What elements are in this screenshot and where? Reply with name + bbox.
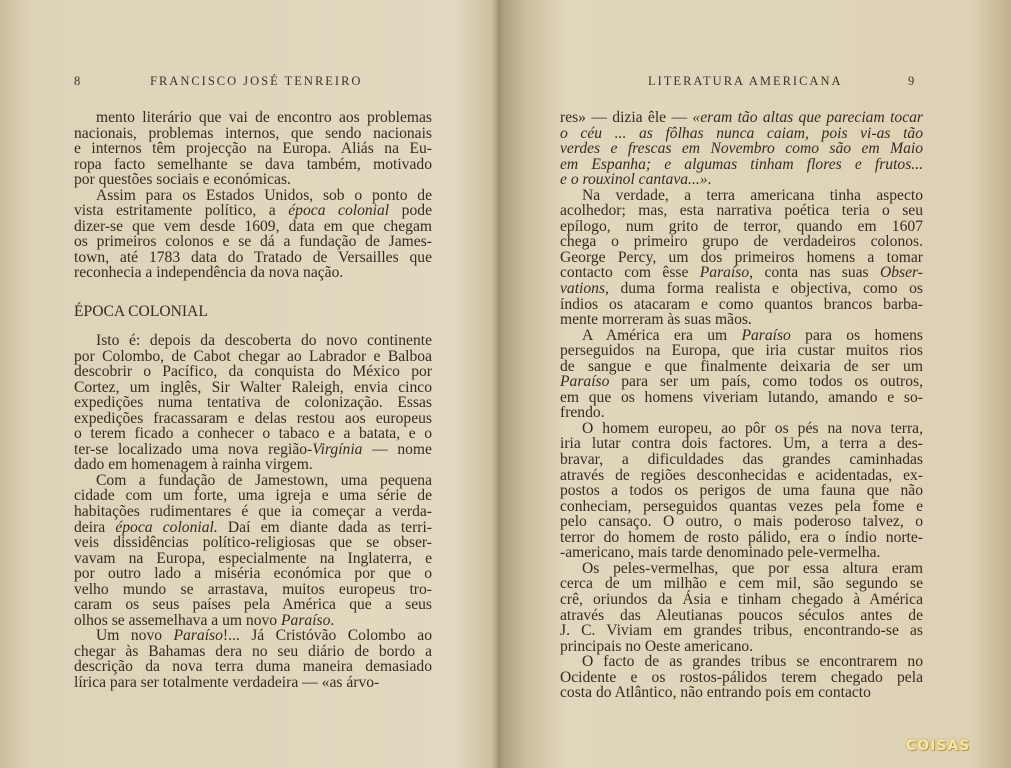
text-segment: mente morreram às suas mãos. [560,311,752,329]
text-line [74,333,432,349]
text-line [560,343,923,359]
text-line [74,380,432,396]
text-segment: dado em homenagem à rainha virgem. [74,456,313,474]
text-line [74,473,432,489]
text-segment: Ocidente e os rostos-pálidos terem chegado pela [560,668,923,686]
text-segment: deira [74,518,116,536]
text-line [560,545,923,561]
text-segment: olhos se assemelhava a um novo [74,611,282,629]
text-line [560,436,923,452]
text-line [560,234,923,250]
text-segment: cidade com um forte, uma igreja e uma série de [74,487,432,505]
text-segment: frendo. [560,404,605,422]
text-line [560,188,923,204]
text-segment: por Colombo, de Cabot chegar ao Labrador e Balboa [74,347,432,365]
text-line [74,535,432,551]
text-segment: índios os atacaram e como quantos brancos barba- [560,295,923,313]
text-line [560,639,923,655]
text-segment: principais no Oeste americano. [560,637,754,655]
text-segment: para os homens [790,326,923,344]
text-line [74,203,432,219]
text-segment: conheciam, perseguidos quantas vezes pela fome e [560,497,923,515]
text-segment: !... Já Cristóvão Colombo ao [222,627,432,645]
text-line [74,675,432,691]
italic-text: época colonial [288,202,390,220]
text-segment: os primeiros colonos e se dá a fundação de James- [74,233,432,251]
italic-text: Paraíso [560,373,610,391]
text-line [560,499,923,515]
text-segment: postos a todos os perigos de uma fauna que não [560,482,923,500]
text-segment: expedições numa tentativa de colonização. Essas [74,394,432,412]
text-segment: Cortez, um inglês, Sir Walter Raleigh, envia cinco [74,378,432,396]
text-segment: por outro lado a miséria económica por que o [74,565,432,583]
italic-text: época colonial. [115,518,218,536]
text-segment: . [707,171,712,189]
italic-text: vations [560,280,606,298]
italic-text: e o rouxinol cantava...» [560,171,708,189]
text-line [74,172,432,188]
text-line [560,390,923,406]
text-segment: através de regiões desconhecidas e acidentadas, ex- [560,466,923,484]
text-line [560,172,923,188]
text-line [74,504,432,520]
text-line [560,405,923,421]
text-segment: através das Aleutianas poucos séculos antes de [560,606,923,624]
italic-text: Paraíso [281,611,331,629]
text-line [560,452,923,468]
text-segment: ropa facto semelhante se dava também, motivado [74,155,432,173]
text-line [560,219,923,235]
text-segment: town, até 1783 data do Tratado de Versailles que [74,248,432,266]
section-heading-block [74,304,432,320]
text-line [560,468,923,484]
text-segment: pelo cansaço. O outro, o mais poderoso talvez, o [560,513,923,531]
text-line [560,265,923,281]
text-line [74,234,432,250]
text-line [74,566,432,582]
text-segment: O homem europeu, ao pôr os pés na nova terra, [582,419,923,437]
text-segment: contacto com êsse [560,264,700,282]
text-segment: . [330,611,335,629]
text-segment: Isto é: depois da descoberta do novo continente [96,332,432,349]
text-segment: J. C. Viviam em grandes tribus, encontrando-se as [560,622,923,640]
text-line [74,582,432,598]
italic-text: Paraíso [699,264,750,282]
italic-text: verdes e frescas em Novembro como são em Maio [560,140,923,158]
text-segment: mento literário que vai de encontro aos problemas [96,109,432,126]
text-segment: chegar às Bahamas dera no seu diário de bordo a [74,642,432,660]
text-segment: descrição da nova terra duma maneira demasiado [74,658,432,676]
italic-text: o céu ... as fôlhas nunca caiam, pois vi-as tão [560,124,923,142]
body-text [560,110,923,701]
italic-text: «eram tão altas que pareciam tocar [692,109,924,126]
running-head-title: FRANCISCO JOSÉ TENREIRO [150,74,363,88]
page-number: 9 [908,74,917,88]
text-segment: veis dissidências político-religiosas que se obser- [74,534,432,552]
text-line [560,297,923,313]
text-segment: terror do homem de rosto pálido, era o índio norte- [560,528,923,546]
text-line [560,608,923,624]
text-segment: chega o primeiro grupo de verdadeiros colonos. [560,233,923,251]
page-number: 8 [74,74,83,88]
text-segment: O facto de as grandes tribus se encontrarem no [582,653,923,671]
text-segment: ter-se localizado uma nova região- [74,440,313,458]
text-segment: Um novo [96,627,174,645]
text-segment: de sangue e que finalmente deixaria de ser um [560,357,923,375]
text-line [560,126,923,142]
text-line [74,551,432,567]
text-line [560,483,923,499]
text-segment: Com a fundação de Jamestown, uma pequena [96,471,432,489]
text-line [74,110,432,126]
text-segment: vavam na Europa, especialmente na Inglaterra, e [74,549,432,567]
running-head-title: LITERATURA AMERICANA [648,74,843,88]
text-segment: iria lutar contra dois factores. Um, a terra a des- [560,435,923,453]
text-line [560,312,923,328]
text-segment: pode [389,202,432,220]
text-line [560,110,923,126]
text-line [74,613,432,629]
text-segment: — nome [362,440,432,458]
text-segment: George Percy, um dos primeiros homens a tomar [560,248,923,266]
text-line [74,265,432,281]
text-line [74,411,432,427]
text-line [560,157,923,173]
section-heading: ÉPOCA COLONIAL [74,303,208,320]
text-segment: nacionais, problemas internos, que sendo nacionais [74,124,432,142]
text-segment: dizer-se que vem desde 1609, data em que chegam [74,217,432,235]
text-line [560,141,923,157]
text-line [560,514,923,530]
text-segment: Assim para os Estados Unidos, sob o ponto de [96,186,432,204]
text-line [560,250,923,266]
text-segment: descobrir o Pacífico, da conquista do México por [74,363,432,381]
text-segment: Daí em diante dada as terri- [217,518,432,536]
text-line [74,364,432,380]
text-line [74,395,432,411]
text-segment: perseguidos na Europa, que iria custar muitos rios [560,342,923,360]
text-segment: expedições fracassaram e delas restou aos europeus [74,409,432,427]
text-line [560,654,923,670]
text-segment: por questões sociais e económicas. [74,171,291,189]
text-segment: habitações rudimentares é que ia começar a verda- [74,503,432,521]
text-segment: crê, oriundos da Ásia e tinham chegado à América [560,590,923,608]
text-segment: em que os homens viveriam lutando, amando e so- [560,388,923,406]
text-line [560,685,923,701]
text-line [560,576,923,592]
italic-text: Obser- [880,264,923,282]
text-line [560,530,923,546]
text-segment: Na verdade, a terra americana tinha aspecto [582,186,923,204]
text-segment: , conta nas suas [749,264,880,282]
left-page [0,0,497,768]
italic-text: Virgínia [312,440,363,458]
text-line [560,203,923,219]
text-line [560,561,923,577]
text-line [560,374,923,390]
text-segment: epílogo, num grito de terror, quando em 1607 [560,217,923,235]
text-line [74,659,432,675]
text-line [74,644,432,660]
text-line [74,349,432,365]
text-line [74,188,432,204]
text-segment: velho mundo se arrastava, muitos europeus tro- [74,580,432,598]
text-line [560,359,923,375]
text-segment: A América era um [582,326,742,344]
running-head [0,74,497,90]
text-line [560,623,923,639]
text-line [74,597,432,613]
text-segment: res» — dizia êle — [560,109,693,126]
text-line [560,328,923,344]
text-segment: Os peles-vermelhas, que por essa altura eram [582,559,923,577]
text-line [560,281,923,297]
text-segment: vista estritamente político, a [74,202,289,220]
body-text-bottom [74,333,432,691]
italic-text: em Espanha; e algumas tinham flores e frutos... [560,155,923,173]
text-segment: e internos têm projecção na Europa. Aliás na Eu- [74,140,432,158]
text-segment: o terem ficado a conhecer o tabaco e a batata, e o [74,425,432,443]
text-line [74,488,432,504]
text-segment: , duma forma realista e objectiva, como os [605,280,923,298]
text-segment: lírica para ser totalmente verdadeira — «as árvo- [74,674,380,692]
text-line [74,520,432,536]
text-line [560,592,923,608]
text-line [74,157,432,173]
text-line [74,628,432,644]
text-segment: -americano, mais tarde denominado pele-vermelha. [560,544,881,562]
text-line [74,442,432,458]
text-segment: bravar, a dificuldades das grandes caminhadas [560,451,923,469]
text-segment: cerca de um milhão e cem mil, são segundo se [560,575,923,593]
text-segment: caram os seus países pela América que a seus [74,596,432,614]
text-segment: costa do Atlântico, não entrando pois em contacto [560,684,871,702]
text-line [74,426,432,442]
text-line [74,457,432,473]
italic-text: Paraíso [741,326,791,344]
body-text-top [74,110,432,281]
text-segment: reconhecia a independência da nova nação. [74,264,344,282]
right-page [504,0,1011,768]
italic-text: Paraíso [173,627,223,645]
text-line [560,670,923,686]
text-line [560,421,923,437]
text-segment: acolhedor; mas, esta narrativa poética teria o seu [560,202,923,220]
text-line [74,141,432,157]
text-line [74,219,432,235]
text-segment: para ser um país, como todos os outros, [609,373,923,391]
running-head [504,74,1011,90]
watermark-logo: COISAS [906,738,971,754]
text-line [74,250,432,266]
text-line [74,126,432,142]
